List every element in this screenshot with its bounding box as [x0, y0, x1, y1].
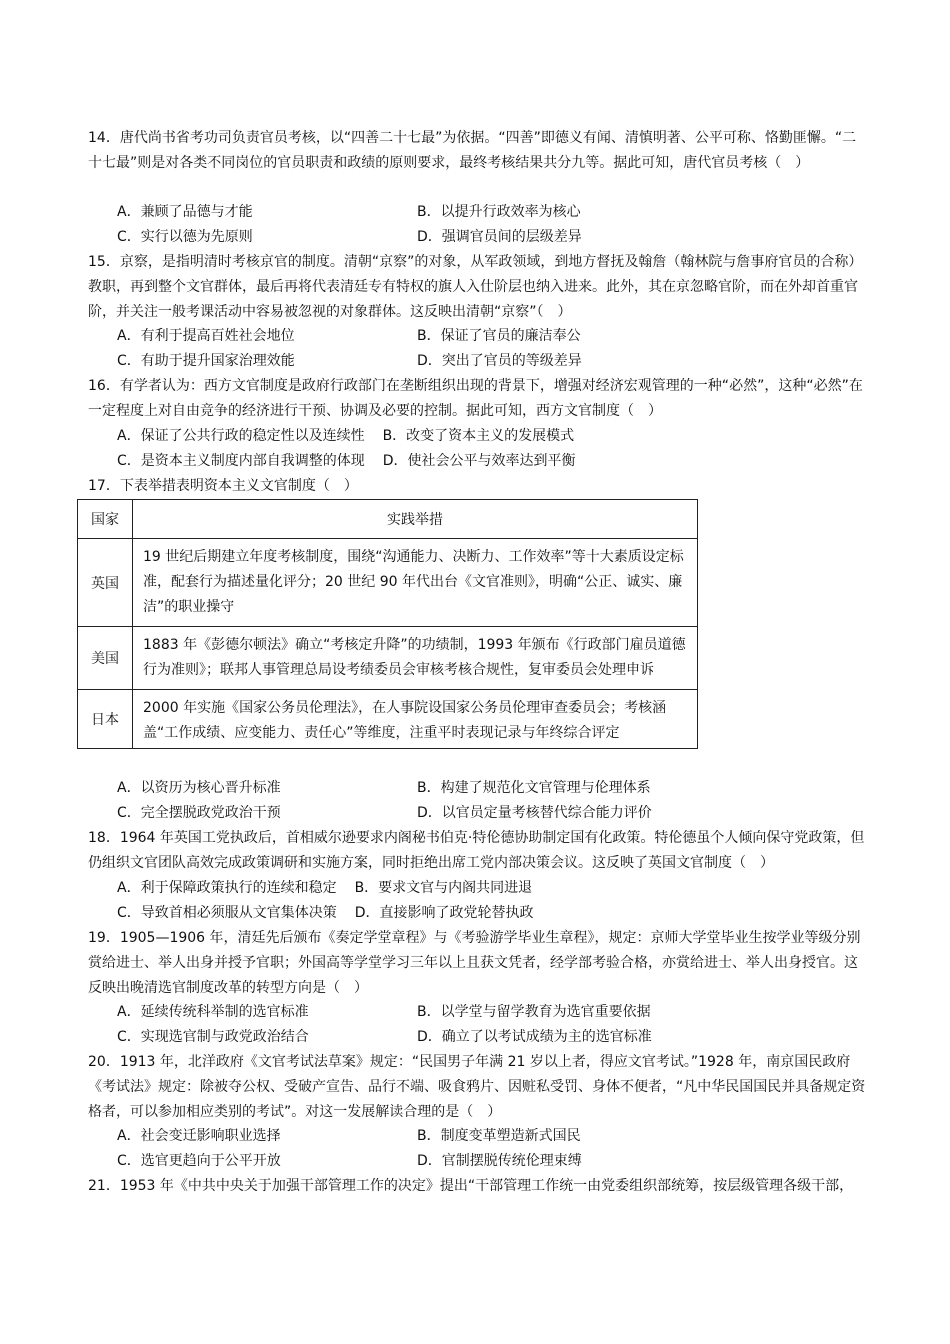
option-c[interactable]: C．是资本主义制度内部自我调整的体现: [117, 453, 365, 469]
question-17-options: [117, 776, 877, 826]
question-16-stem: 16．有学者认为：西方文官制度是政府行政部门在垄断组织出现的背景下，增强对经济宏观管理的一种“必然”，这种“必然”在一定程度上对自由竞争的经济进行干预、协调及必要的控制。据此可知，西方文官制度（ ）: [88, 378, 863, 419]
option-c[interactable]: C．实现选官制与政党政治结合: [117, 1029, 309, 1045]
option-d[interactable]: D．官制摆脱传统伦理束缚: [417, 1153, 582, 1169]
table-cell-measure: 19 世纪后期建立年度考核制度，围绕“沟通能力、决断力、工作效率”等十大素质设定标准，配套行为描述量化评分；20 世纪 90 年代出台《文官准则》，明确“公正、诚实、廉洁”的职业操守: [133, 539, 698, 627]
option-b[interactable]: B．以学堂与留学教育为选官重要依据: [417, 1004, 651, 1020]
table-cell-measure: 2000 年实施《国家公务员伦理法》，在人事院设国家公务员伦理审查委员会；考核涵盖“工作成绩、应变能力、责任心”等维度，注重平时表现记录与年终综合评定: [133, 690, 698, 749]
question-16-options: [117, 424, 877, 474]
table-cell-country: 日本: [78, 690, 133, 749]
option-b[interactable]: B．要求文官与内阁共同进退: [354, 880, 533, 896]
measures-table: [77, 499, 698, 749]
option-a[interactable]: A．利于保障政策执行的连续和稳定: [117, 880, 337, 896]
option-d[interactable]: D．突出了官员的等级差异: [417, 353, 582, 369]
option-c[interactable]: C．实行以德为先原则: [117, 229, 253, 245]
option-a[interactable]: A．社会变迁影响职业选择: [117, 1128, 281, 1144]
table-header-measures: 实践举措: [133, 500, 698, 539]
option-a[interactable]: A．以资历为核心晋升标准: [117, 780, 281, 796]
option-c[interactable]: C．导致首相必须服从文官集体决策: [117, 905, 337, 921]
option-d[interactable]: D．以官员定量考核替代综合能力评价: [417, 805, 652, 821]
option-b[interactable]: B．构建了规范化文官管理与伦理体系: [417, 780, 651, 796]
question-15-options: [117, 324, 877, 374]
question-14-stem: 14．唐代尚书省考功司负责官员考核，以“四善二十七最”为依据。“四善”即德义有闻、清慎明著、公平可称、恪勤匪懈。“二十七最”则是对各类不同岗位的官员职责和政绩的原则要求，最终考核结果共分九等。据此可知，唐代官员考核（ ）: [88, 130, 857, 171]
option-b[interactable]: B．改变了资本主义的发展模式: [382, 428, 575, 444]
option-a[interactable]: A．延续传统科举制的选官标准: [117, 1004, 309, 1020]
question-20-stem: 20．1913 年，北洋政府《文官考试法草案》规定：“民国男子年满 21 岁以上者，得应文官考试。”1928 年，南京国民政府《考试法》规定：除被夺公权、受破产宣告、品行不端、吸食鸦片、因赃私受罚、身体不便者，“凡中华民国国民并具备规定资格者，可以参加相应类别的考试”。对这一发展解读合理的是（ ）: [88, 1054, 866, 1120]
question-18-options: [117, 876, 877, 926]
option-d[interactable]: D．直接影响了政党轮替执政: [354, 905, 534, 921]
table-header-country: 国家: [78, 500, 133, 539]
option-b[interactable]: B．保证了官员的廉洁奉公: [417, 328, 581, 344]
option-c[interactable]: C．完全摆脱政党政治干预: [117, 805, 281, 821]
table-row: [78, 690, 698, 749]
option-a[interactable]: A．有利于提高百姓社会地位: [117, 328, 295, 344]
question-19-stem: 19．1905—1906 年，清廷先后颁布《奏定学堂章程》与《考验游学毕业生章程》，规定：京师大学堂毕业生按学业等级分别赏给进士、举人出身并授予官职；外国高等学堂学习三年以上且获文凭者，经学部考验合格，亦赏给进士、举人出身授官。这反映出晚清选官制度改革的转型方向是（ ）: [88, 930, 861, 996]
question-15-stem: 15．京察，是指明清时考核京官的制度。清朝“京察”的对象，从军政领域，到地方督抚及翰詹（翰林院与詹事府官员的合称）教职，再到整个文官群体，最后再将代表清廷专有特权的旗人入仕阶层也纳入进来。此外，其在京忽略官阶，而在外却首重官阶，并关注一般考课活动中容易被忽视的对象群体。这反映出清朝“京察”（ ）: [88, 254, 863, 320]
table-header-row: [78, 500, 698, 539]
option-b[interactable]: B．制度变革塑造新式国民: [417, 1128, 581, 1144]
option-d[interactable]: D．使社会公平与效率达到平衡: [382, 453, 576, 469]
question-17-stem: 17．下表举措表明资本主义文官制度（ ）: [88, 478, 358, 494]
option-d[interactable]: D．强调官员间的层级差异: [417, 229, 582, 245]
option-d[interactable]: D．确立了以考试成绩为主的选官标准: [417, 1029, 652, 1045]
table-cell-measure: 1883 年《彭德尔顿法》确立“考核定升降”的功绩制，1993 年颁布《行政部门雇员道德行为准则》；联邦人事管理总局设考绩委员会审核考核合规性，复审委员会处理申诉: [133, 627, 698, 690]
option-b[interactable]: B．以提升行政效率为核心: [417, 204, 581, 220]
table-cell-country: 英国: [78, 539, 133, 627]
question-21-stem: 21．1953 年《中共中央关于加强干部管理工作的决定》提出“干部管理工作统一由党委组织部统筹，按层级管理各级干部，: [88, 1178, 854, 1194]
question-20-options: [117, 1124, 877, 1174]
table-row: [78, 539, 698, 627]
question-19-options: [117, 1000, 877, 1050]
option-a[interactable]: A．兼顾了品德与才能: [117, 204, 253, 220]
table-row: [78, 627, 698, 690]
table-cell-country: 美国: [78, 627, 133, 690]
option-a[interactable]: A．保证了公共行政的稳定性以及连续性: [117, 428, 365, 444]
option-c[interactable]: C．有助于提升国家治理效能: [117, 353, 295, 369]
question-18-stem: 18．1964 年英国工党执政后，首相威尔逊要求内阁秘书伯克·特伦德协助制定国有化政策。特伦德虽个人倾向保守党政策，但仍组织文官团队高效完成政策调研和实施方案，同时拒绝出席工党内部决策会议。这反映了英国文官制度（ ）: [88, 830, 865, 871]
option-c[interactable]: C．选官更趋向于公平开放: [117, 1153, 281, 1169]
question-14-options: [117, 200, 877, 250]
